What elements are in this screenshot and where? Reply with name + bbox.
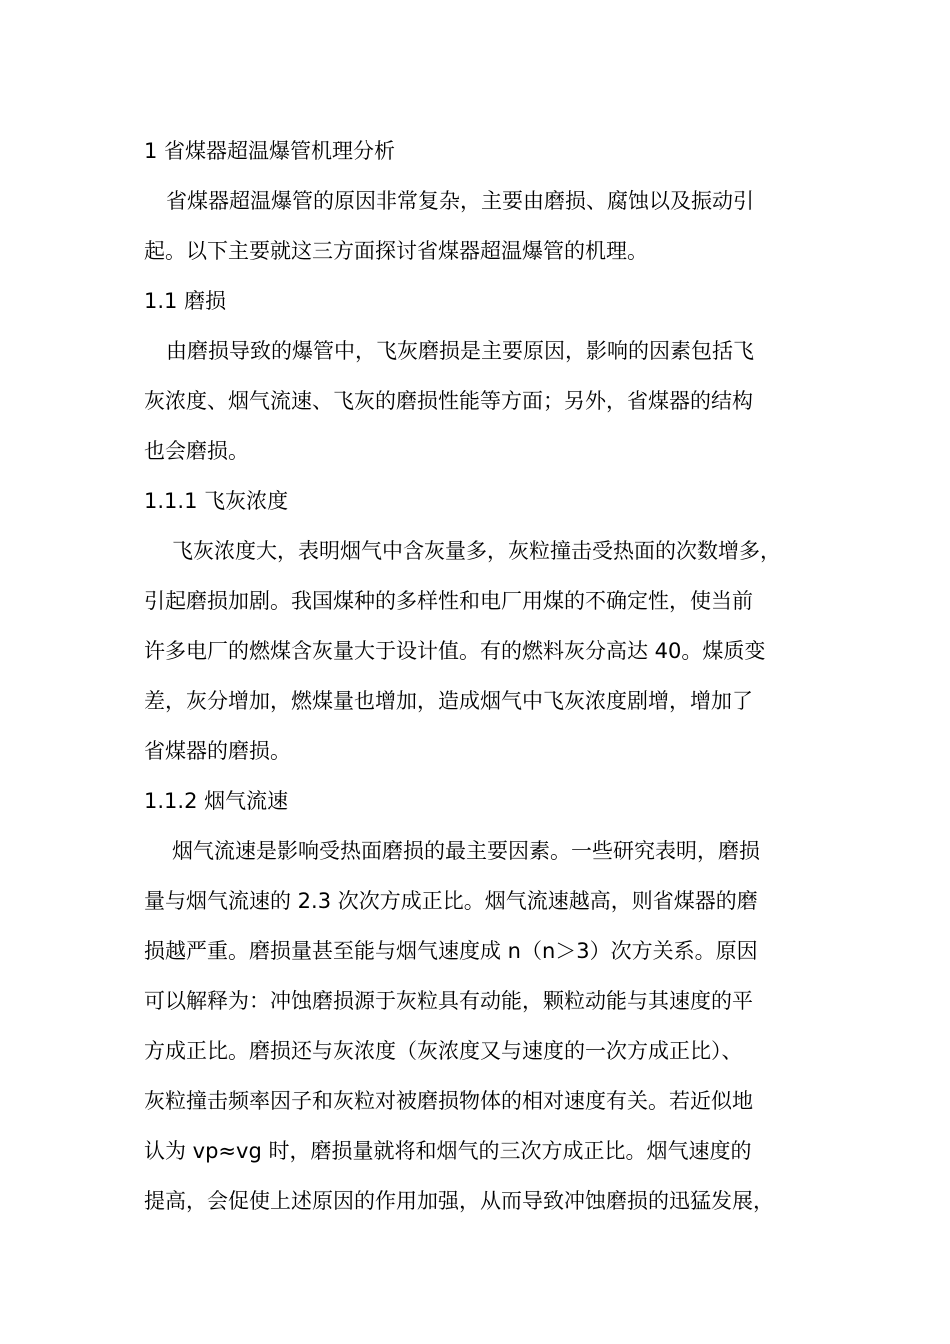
paragraph-line: 许多电厂的燃煤含灰量大于设计值。有的燃料灰分高达 40。煤质变	[144, 639, 766, 663]
document-page	[144, 126, 808, 1226]
paragraph-line: 损越严重。磨损量甚至能与烟气速度成 n（n＞3）次方关系。原因	[144, 939, 758, 963]
paragraph-line: 灰浓度、烟气流速、飞灰的磨损性能等方面；另外，省煤器的结构	[144, 389, 753, 413]
paragraph-line: 飞灰浓度大，表明烟气中含灰量多，灰粒撞击受热面的次数增多，	[172, 539, 781, 563]
paragraph-line: 引起磨损加剧。我国煤种的多样性和电厂用煤的不确定性，使当前	[144, 589, 753, 613]
paragraph-line: 差，灰分增加，燃煤量也增加，造成烟气中飞灰浓度剧增，增加了	[144, 689, 753, 713]
paragraph-line: 由磨损导致的爆管中，飞灰磨损是主要原因，影响的因素包括飞	[166, 339, 754, 363]
wear-paragraph	[144, 326, 808, 476]
paragraph-line: 也会磨损。	[144, 439, 249, 463]
section-heading-1: 1 省煤器超温爆管机理分析	[144, 139, 396, 163]
paragraph-line: 烟气流速是影响受热面磨损的最主要因素。一些研究表明，磨损	[172, 839, 760, 863]
ash-concentration-paragraph	[144, 526, 808, 776]
flue-gas-velocity-paragraph	[144, 826, 808, 1226]
paragraph-line: 省煤器的磨损。	[144, 739, 291, 763]
paragraph-line: 可以解释为：冲蚀磨损源于灰粒具有动能，颗粒动能与其速度的平	[144, 989, 753, 1013]
paragraph-line: 提高，会促使上述原因的作用加强，从而导致冲蚀磨损的迅猛发展，	[144, 1189, 774, 1213]
paragraph-line: 量与烟气流速的 2.3 次次方成正比。烟气流速越高，则省煤器的磨	[144, 889, 758, 913]
paragraph-line: 灰粒撞击频率因子和灰粒对被磨损物体的相对速度有关。若近似地	[144, 1089, 753, 1113]
section-heading-1-1: 1.1 磨损	[144, 289, 227, 313]
paragraph-line: 认为 vp≈vg 时，磨损量就将和烟气的三次方成正比。烟气速度的	[144, 1139, 752, 1163]
section-heading-1-1-2: 1.1.2 烟气流速	[144, 789, 289, 813]
paragraph-line: 起。以下主要就这三方面探讨省煤器超温爆管的机理。	[144, 239, 648, 263]
paragraph-line: 省煤器超温爆管的原因非常复杂，主要由磨损、腐蚀以及振动引	[166, 189, 754, 213]
paragraph-line: 方成正比。磨损还与灰浓度（灰浓度又与速度的一次方成正比）、	[144, 1039, 743, 1063]
intro-paragraph	[144, 176, 808, 276]
section-heading-1-1-1: 1.1.1 飞灰浓度	[144, 489, 289, 513]
